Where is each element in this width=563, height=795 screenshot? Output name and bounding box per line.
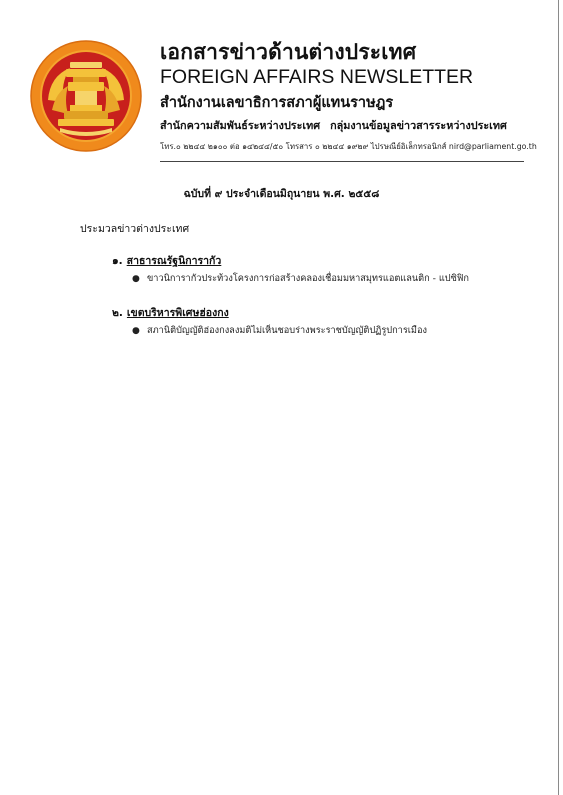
parliament-emblem-logo <box>30 40 142 152</box>
organization-name: สำนักงานเลขาธิการสภาผู้แทนราษฎร <box>160 95 394 111</box>
title-english: FOREIGN AFFAIRS NEWSLETTER <box>160 66 474 88</box>
topic-2 <box>112 306 532 338</box>
section-title: ประมวลข่าวต่างประเทศ <box>80 223 190 235</box>
title-thai: เอกสารข่าวด้านต่างประเทศ <box>160 40 417 64</box>
page-edge <box>558 0 559 795</box>
header-divider <box>160 161 524 162</box>
topic-items <box>112 324 532 338</box>
topic-name: เขตบริหารพิเศษฮ่องกง <box>126 307 229 319</box>
topic-heading <box>112 306 532 320</box>
issue-line: ฉบับที่ ๙ ประจำเดือนมิถุนายน พ.ศ. ๒๕๕๘ <box>183 188 380 200</box>
list-item <box>112 272 532 286</box>
bullet-icon: ● <box>132 274 140 284</box>
contact-line: โทร.๐ ๒๒๔๔ ๒๑๐๐ ต่อ ๑๔๒๔๔/๕๐ โทรสาร ๐ ๒๒๔๔ ๑๙๒๙ ไปรษณีย์อิเล็กทรอนิกส์ nird@parliament.go.th <box>160 142 537 151</box>
bureau-name: สำนักความสัมพันธ์ระหว่างประเทศ <box>160 119 321 132</box>
topic-1 <box>112 254 532 286</box>
newsletter-header <box>160 38 555 153</box>
bullet-icon: ● <box>132 326 140 336</box>
topic-items <box>112 272 532 286</box>
list-item <box>112 324 532 338</box>
department-line <box>160 116 555 136</box>
topic-number: ๒. <box>112 307 123 319</box>
group-name: กลุ่มงานข้อมูลข่าวสารระหว่างประเทศ <box>330 119 507 132</box>
topic-name: สาธารณรัฐนิการากัว <box>126 255 222 267</box>
news-item-text: สภานิติบัญญัติฮ่องกงลงมติไม่เห็นชอบร่างพระราชบัญญัติปฏิรูปการเมือง <box>147 325 427 336</box>
topic-number: ๑. <box>112 255 123 267</box>
topic-heading <box>112 254 532 268</box>
news-item-text: ขาวนิการากัวประท้วงโครงการก่อสร้างคลองเชื่อมมหาสมุทรแอตแลนติก - แปซิฟิก <box>147 273 469 284</box>
